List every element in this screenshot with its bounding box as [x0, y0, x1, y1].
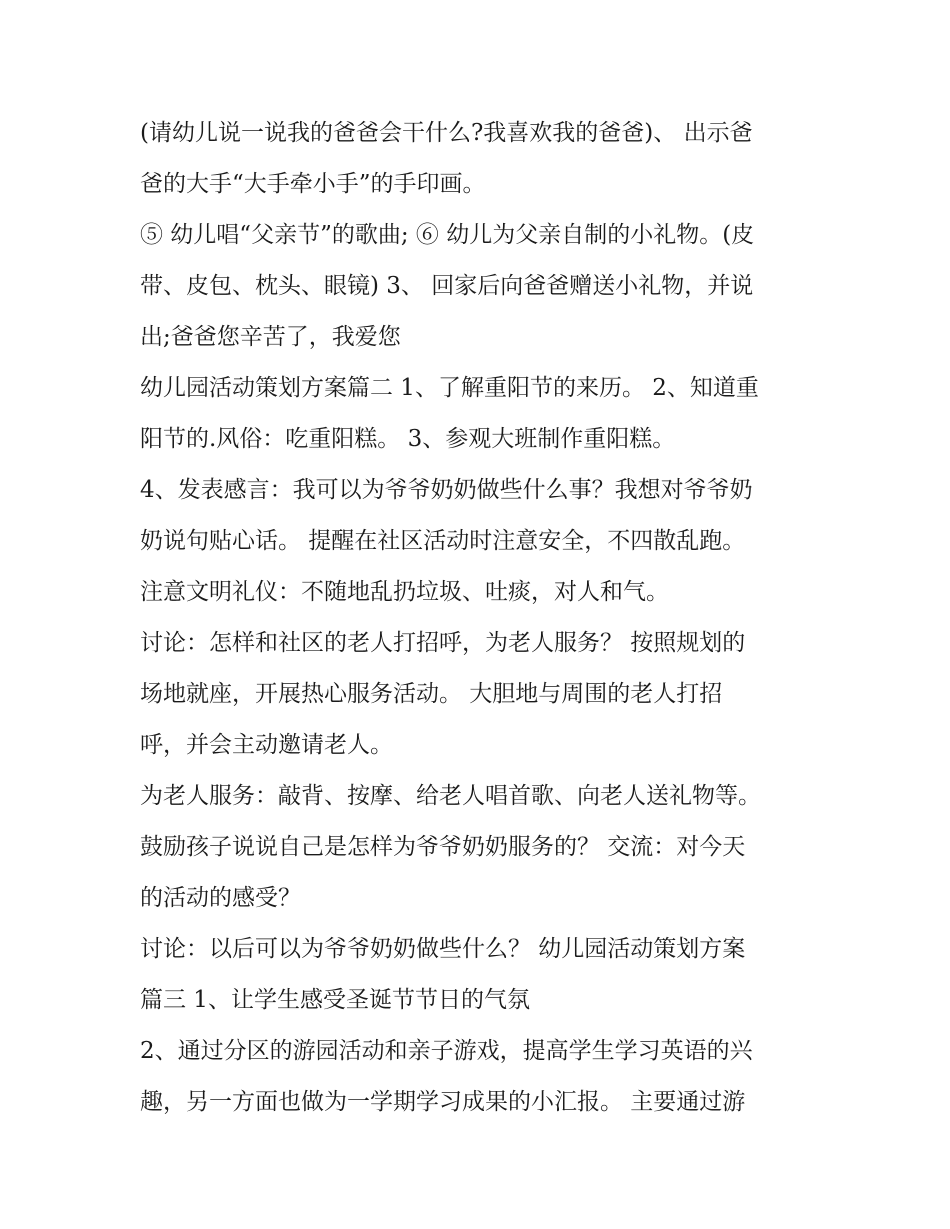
text-line-4: 带、皮包、枕头、眼镜) 3、 回家后向爸爸赠送小礼物，并说 — [140, 273, 754, 299]
text-line-18: 篇三 1、让学生感受圣诞节节日的气氛 — [140, 987, 530, 1013]
text-line-5: 出;爸爸您辛苦了，我爱您 — [140, 324, 401, 350]
text-line-9: 奶说句贴心话。 提醒在社区活动时注意安全，不四散乱跑。 — [140, 528, 746, 554]
text-line-10: 注意文明礼仪：不随地乱扔垃圾、吐痰，对人和气。 — [140, 579, 669, 605]
text-line-1: (请幼儿说一说我的爸爸会干什么?我喜欢我的爸爸)、 出示爸 — [140, 120, 753, 146]
body-text — [140, 108, 820, 1128]
text-line-7: 阳节的.风俗：吃重阳糕。 3、参观大班制作重阳糕。 — [140, 426, 676, 452]
text-line-6: 幼儿园活动策划方案篇二 1、了解重阳节的来历。 2、知道重 — [140, 375, 759, 401]
text-line-12: 场地就座，开展热心服务活动。 大胆地与周围的老人打招 — [140, 681, 723, 707]
text-line-2: 爸的大手“大手牵小手”的手印画。 — [140, 171, 486, 197]
text-line-20: 趣，另一方面也做为一学期学习成果的小汇报。 主要通过游 — [140, 1089, 746, 1115]
text-line-13: 呼，并会主动邀请老人。 — [140, 732, 393, 758]
text-line-14: 为老人服务：敲背、按摩、给老人唱首歌、向老人送礼物等。 — [140, 783, 761, 809]
text-line-17: 讨论：以后可以为爷爷奶奶做些什么？ 幼儿园活动策划方案 — [140, 936, 746, 962]
text-line-16: 的活动的感受？ — [140, 885, 301, 911]
text-line-3: ⑤ 幼儿唱“父亲节”的歌曲; ⑥ 幼儿为父亲自制的小礼物。(皮 — [140, 222, 755, 248]
text-line-8: 4、发表感言：我可以为爷爷奶奶做些什么事？我想对爷爷奶 — [140, 477, 753, 503]
text-line-15: 鼓励孩子说说自己是怎样为爷爷奶奶服务的？ 交流：对今天 — [140, 834, 746, 860]
text-line-19: 2、通过分区的游园活动和亲子游戏，提高学生学习英语的兴 — [140, 1038, 753, 1064]
text-line-11: 讨论：怎样和社区的老人打招呼，为老人服务？ 按照规划的 — [140, 630, 746, 656]
